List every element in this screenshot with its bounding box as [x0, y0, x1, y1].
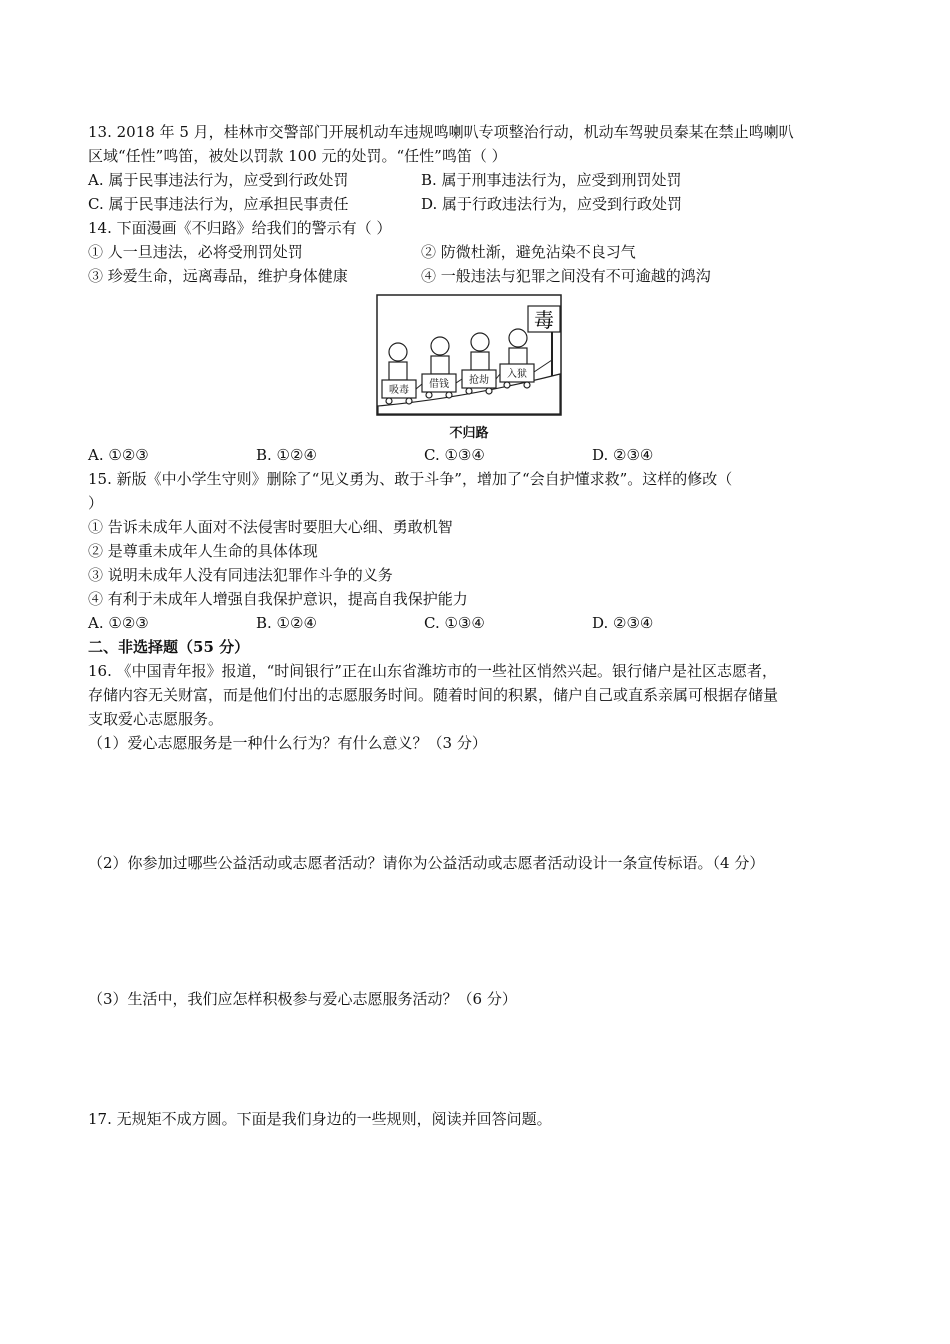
q13-option-d: D. 属于行政违法行为，应受到行政处罚 — [421, 195, 683, 213]
q14-statement-4: ④ 一般违法与犯罪之间没有不可逾越的鸿沟 — [421, 267, 711, 285]
q13-stem-line2: 区域“任性”鸣笛，被处以罚款 100 元的处罚。“任性”鸣笛（ ） — [88, 147, 507, 165]
q16-material-line3: 支取爱心志愿服务。 — [88, 710, 224, 728]
q15-option-d: D. ②③④ — [592, 614, 654, 632]
q16-sub-question-3: （3）生活中，我们应怎样积极参与爱心志愿服务活动？（6 分） — [88, 990, 517, 1008]
cart-label-4: 入狱 — [507, 369, 527, 380]
cart-label-2: 借钱 — [429, 379, 449, 390]
answer-space-2 — [88, 875, 878, 987]
q14-statement-3: ③ 珍爱生命，远离毒品，维护身体健康 — [88, 267, 348, 285]
q14-option-c: C. ①③④ — [424, 446, 485, 464]
section-heading: 二、非选择题（55 分） — [88, 638, 250, 656]
q13-option-c: C. 属于民事违法行为，应承担民事责任 — [88, 195, 349, 213]
q15-option-c: C. ①③④ — [424, 614, 485, 632]
q14-statement-2: ② 防微杜渐，避免沾染不良习气 — [421, 243, 636, 261]
cartoon-caption: 不归路 — [449, 426, 489, 441]
q15-stem-line1: 15. 新版《中小学生守则》删除了“见义勇为、敢于斗争”，增加了“会自护懂求救”。这样的修改（ — [88, 470, 733, 488]
question-17 — [88, 1107, 878, 1131]
q15-statement-4: ④ 有利于未成年人增强自我保护意识，提高自我保护能力 — [88, 590, 468, 608]
question-15 — [88, 467, 878, 635]
q15-stem-line2: ） — [88, 494, 104, 512]
q16-sub-question-1: （1）爱心志愿服务是一种什么行为？有什么意义？（3 分） — [88, 734, 487, 752]
q13-stem-line1: 13. 2018 年 5 月，桂林市交警部门开展机动车违规鸣喇叭专项整治行动，机动车驾驶员秦某在禁止鸣喇叭 — [88, 123, 794, 141]
q13-option-a: A. 属于民事违法行为，应受到行政处罚 — [88, 171, 349, 189]
cart-label-1: 吸毒 — [389, 385, 409, 396]
q14-option-d: D. ②③④ — [592, 446, 654, 464]
q16-material-line1: 16. 《中国青年报》报道，“时间银行”正在山东省潍坊市的一些社区悄然兴起。银行储户是社区志愿者， — [88, 662, 777, 680]
answer-space-1 — [88, 755, 878, 851]
q15-statement-3: ③ 说明未成年人没有同违法犯罪作斗争的义务 — [88, 566, 393, 584]
exam-page — [88, 120, 878, 1131]
cartoon-image — [376, 294, 562, 416]
q17-stem: 17. 无规矩不成方圆。下面是我们身边的一些规则，阅读并回答问题。 — [88, 1110, 552, 1128]
q15-option-b: B. ①②④ — [256, 614, 317, 632]
cartoon-figure — [376, 294, 562, 443]
q15-statement-2: ② 是尊重未成年人生命的具体体现 — [88, 542, 318, 560]
answer-space-3 — [88, 1011, 878, 1107]
q13-option-b: B. 属于刑事违法行为，应受到刑罚处罚 — [421, 171, 682, 189]
cart-label-3: 抢劫 — [469, 375, 489, 386]
sign-text: 毒 — [534, 308, 554, 332]
question-14 — [88, 216, 878, 467]
question-16 — [88, 659, 878, 1107]
q14-statement-1: ① 人一旦违法，必将受刑罚处罚 — [88, 243, 303, 261]
q15-statement-1: ① 告诉未成年人面对不法侵害时要胆大心细、勇敢机智 — [88, 518, 453, 536]
q16-sub-question-2: （2）你参加过哪些公益活动或志愿者活动？请你为公益活动或志愿者活动设计一条宣传标语。（4 分） — [88, 854, 765, 872]
q16-material-line2: 存储内容无关财富，而是他们付出的志愿服务时间。随着时间的积累，储户自己或直系亲属可根据存储量 — [88, 686, 779, 704]
q14-option-a: A. ①②③ — [88, 446, 149, 464]
question-13 — [88, 120, 878, 216]
q14-stem: 14. 下面漫画《不归路》给我们的警示有（ ） — [88, 219, 392, 237]
q15-option-a: A. ①②③ — [88, 614, 149, 632]
q14-option-b: B. ①②④ — [256, 446, 317, 464]
